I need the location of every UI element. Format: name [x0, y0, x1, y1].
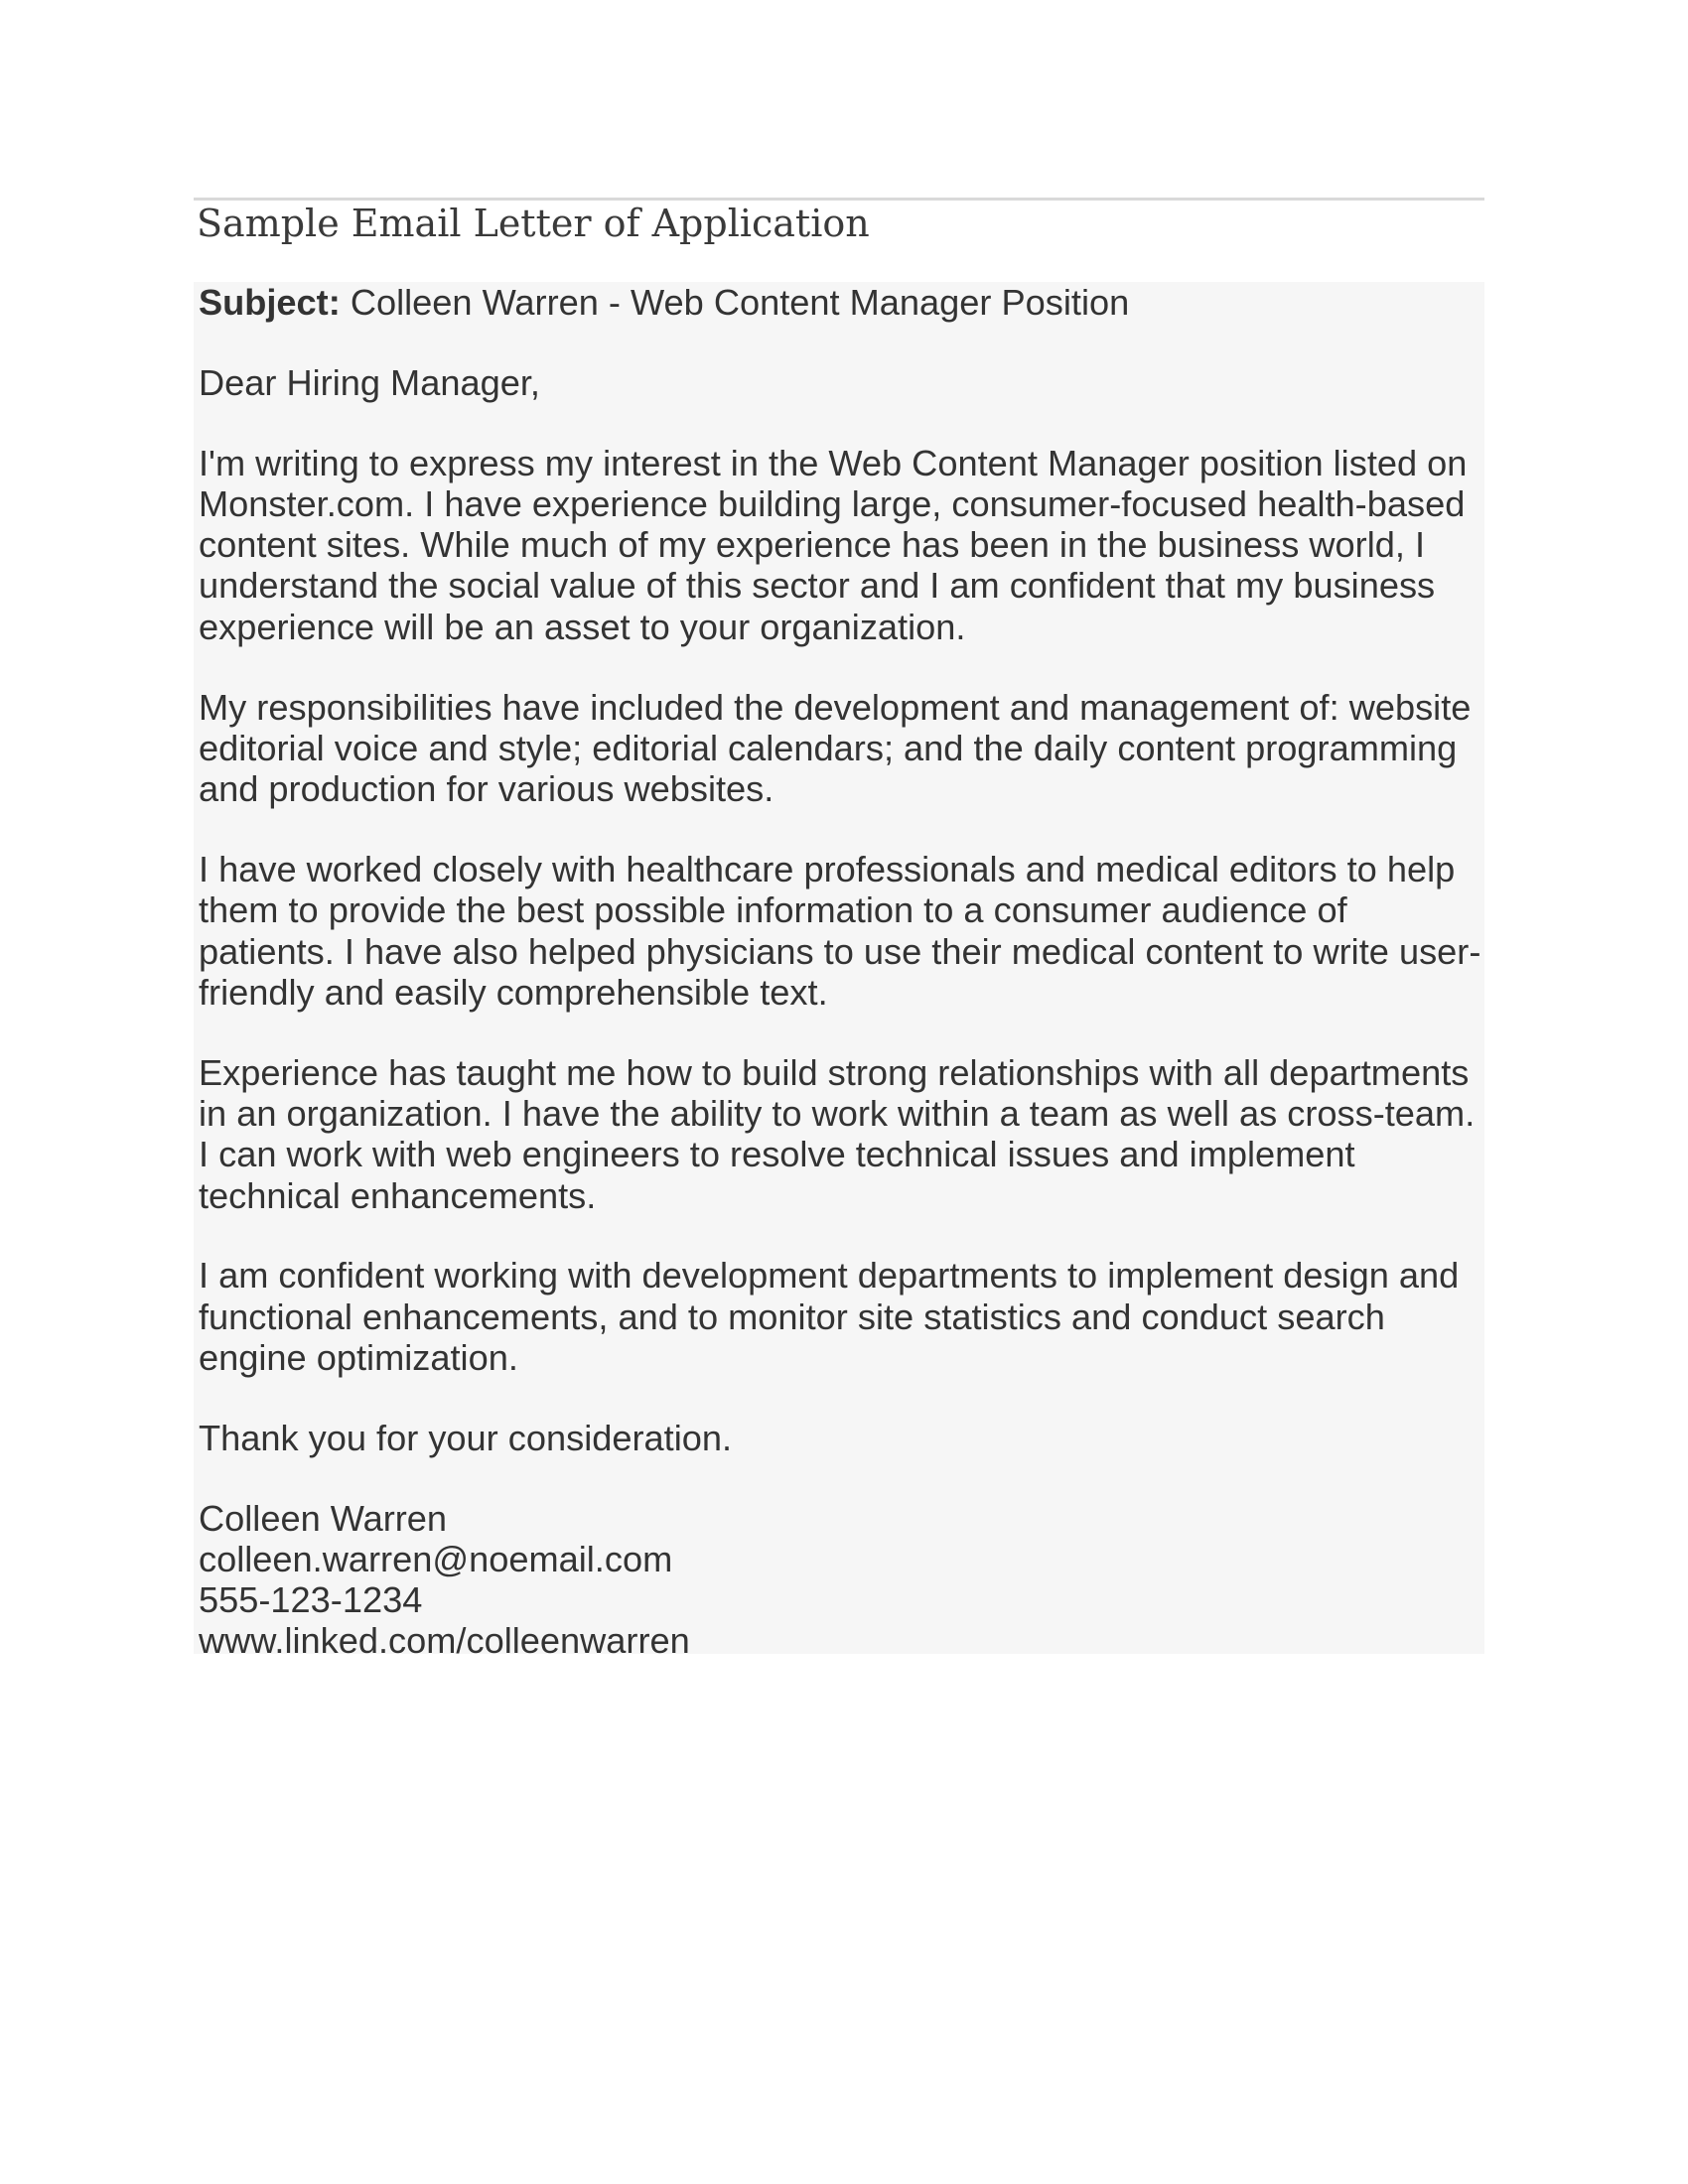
- closing-line: Thank you for your consideration.: [199, 1417, 733, 1458]
- paragraph-responsibilities: My responsibilities have included the development and management of: website editorial voice and style; editorial calendars; and the daily content programming and production for various websites.: [199, 686, 1472, 810]
- signature-name: Colleen Warren: [199, 1497, 448, 1539]
- signature-website: www.linked.com/colleenwarren: [199, 1620, 690, 1662]
- paragraph-interest: I'm writing to express my interest in the Web Content Manager position listed on Monster.com. I have experience building large, consumer-focused health-based content sites. While much of my experience has been in the business world, I understand the social value of this sector and I am confident that my business experience will be an asset to your organization.: [199, 442, 1468, 647]
- signature-email: colleen.warren@noemail.com: [199, 1538, 673, 1579]
- signature-block: [199, 1498, 1484, 1662]
- paragraph-healthcare: I have worked closely with healthcare professionals and medical editors to help them to provide the best possible information to a consumer audience of patients. I have also helped physicians to use their medical content to write user-friendly and easily comprehensible text.: [199, 848, 1481, 1013]
- paragraph-relationships: Experience has taught me how to build strong relationships with all departments in an organization. I have the ability to work within a team as well as cross-team. I can work with web engineers to resolve technical issues and implement technical enhancements.: [199, 1051, 1476, 1216]
- subject-label: Subject:: [199, 282, 341, 323]
- paragraph-development: I am confident working with development departments to implement design and functional enhancements, and to monitor site statistics and conduct search engine optimization.: [199, 1255, 1460, 1378]
- letter-body: [194, 282, 1484, 1662]
- signature-phone: 555-123-1234: [199, 1579, 423, 1621]
- subject-line: [199, 282, 1484, 323]
- salutation: Dear Hiring Manager,: [199, 361, 540, 403]
- subject-text: Colleen Warren - Web Content Manager Position: [340, 282, 1130, 323]
- document-title: Sample Email Letter of Application: [197, 202, 870, 245]
- letter-text: [199, 282, 1484, 1662]
